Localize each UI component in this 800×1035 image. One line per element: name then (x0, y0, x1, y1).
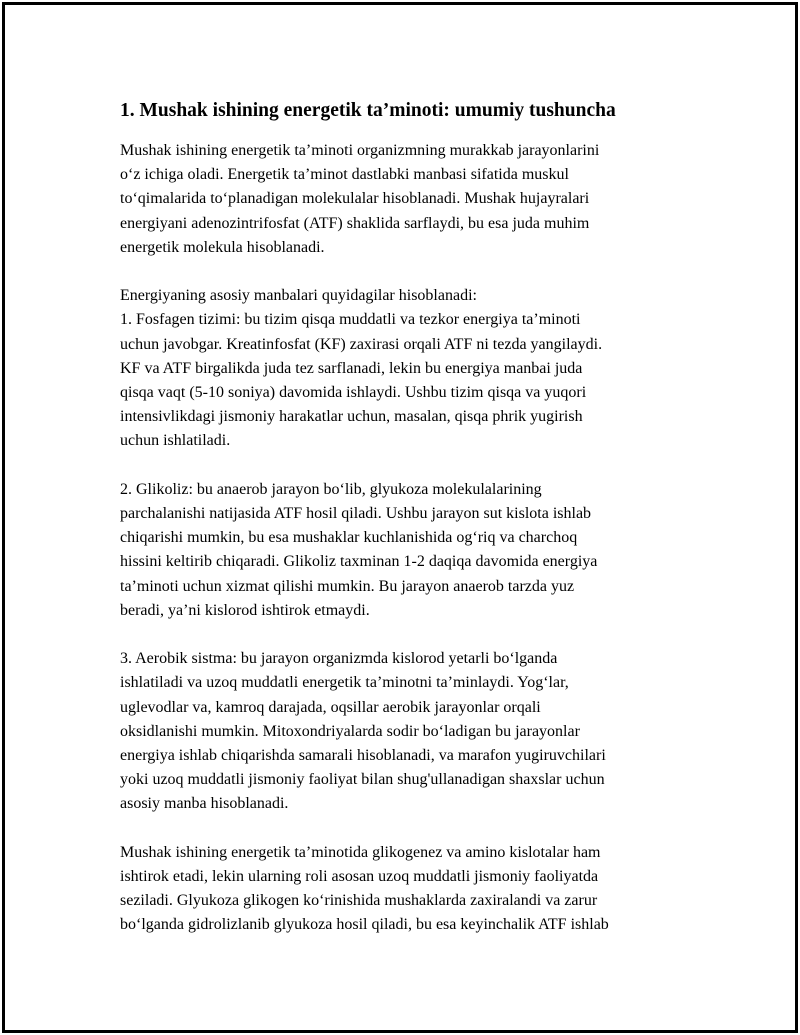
text-line: oksidlanishi mumkin. Mitoxondriyalarda sodir bo‘ladigan bu jarayonlar (120, 722, 580, 740)
paragraph-phosphagen (120, 284, 695, 453)
document-title: 1. Mushak ishining energetik ta’minoti: umumiy tushuncha (120, 100, 616, 121)
paragraph-intro (120, 139, 695, 260)
text-line: intensivlikdagi jismoniy harakatlar uchun, masalan, qisqa phrik yugirish (120, 408, 583, 426)
text-line: 1. Fosfagen tizimi: bu tizim qisqa muddatli va tezkor energiya ta’minoti (120, 311, 581, 329)
text-line: ta’minoti uchun xizmat qilishi mumkin. Bu jarayon anaerob tarzda yuz (120, 577, 575, 595)
text-line: ishlatiladi va uzoq muddatli energetik ta’minotni ta’minlaydi. Yog‘lar, (120, 674, 569, 692)
text-line: energetik molekula hisoblanadi. (120, 238, 325, 256)
text-line: energiyani adenozintrifosfat (ATF) shaklida sarflaydi, bu esa juda muhim (120, 214, 590, 232)
text-line: to‘qimalarida to‘planadigan molekulalar hisoblanadi. Mushak hujayralari (120, 190, 590, 208)
text-line: beradi, ya’ni kislorod ishtirok etmaydi. (120, 601, 370, 619)
text-line: uchun javobgar. Kreatinfosfat (KF) zaxirasi orqali ATF ni tezda yangilaydi. (120, 335, 603, 353)
text-line: 3. Aerobik sistma: bu jarayon organizmda kislorod yetarli bo‘lganda (120, 650, 558, 668)
text-line: Mushak ishining energetik ta’minoti organizmning murakkab jarayonlarini (120, 142, 600, 159)
text-line: seziladi. Glyukoza glikogen ko‘rinishida mushaklarda zaxiralandi va zarur (120, 892, 598, 910)
text-line: uglevodlar va, kamroq darajada, oqsillar aerobik jarayonlar orqali (120, 698, 541, 716)
text-line: yoki uzoq muddatli jismoniy faoliyat bilan shug'ullanadigan shaxslar uchun (120, 771, 605, 789)
text-line: ishtirok etadi, lekin ularning roli asosan uzoq muddatli jismoniy faoliyatda (120, 868, 599, 886)
text-line: bo‘lganda gidrolizlanib glyukoza hosil qiladi, bu esa keyinchalik ATF ishlab (120, 916, 609, 934)
text-line: o‘z ichiga oladi. Energetik ta’minot dastlabki manbasi sifatida muskul (120, 166, 569, 184)
text-line: KF va ATF birgalikda juda tez sarflanadi, lekin bu energiya manbai juda (120, 359, 583, 377)
paragraph-glycogenesis (120, 841, 695, 938)
paragraph-glycolysis (120, 478, 695, 623)
text-line: qisqa vaqt (5-10 soniya) davomida ishlaydi. Ushbu tizim qisqa va yuqori (120, 384, 587, 402)
text-line: hissini keltirib chiqaradi. Glikoliz taxminan 1-2 daqiqa davomida energiya (120, 553, 598, 571)
text-line: 2. Glikoliz: bu anaerob jarayon bo‘lib, glyukoza molekulalarining (120, 480, 542, 498)
text-line: parchalanishi natijasida ATF hosil qiladi. Ushbu jarayon sut kislota ishlab (120, 505, 592, 523)
text-line: asosiy manba hisoblanadi. (120, 795, 289, 813)
page-frame (2, 2, 798, 1033)
paragraph-aerobic (120, 647, 695, 816)
text-line: Mushak ishining energetik ta’minotida glikogenez va amino kislotalar ham (120, 843, 601, 861)
document-content (120, 99, 695, 962)
text-line: chiqarishi mumkin, bu esa mushaklar kuchlanishida og‘riq va charchoq (120, 529, 578, 547)
text-line: uchun ishlatiladi. (120, 432, 231, 450)
text-line: energiya ishlab chiqarishda samarali hisoblanadi, va marafon yugiruvchilari (120, 747, 606, 765)
text-line: Energiyaning asosiy manbalari quyidagilar hisoblanadi: (120, 287, 477, 305)
